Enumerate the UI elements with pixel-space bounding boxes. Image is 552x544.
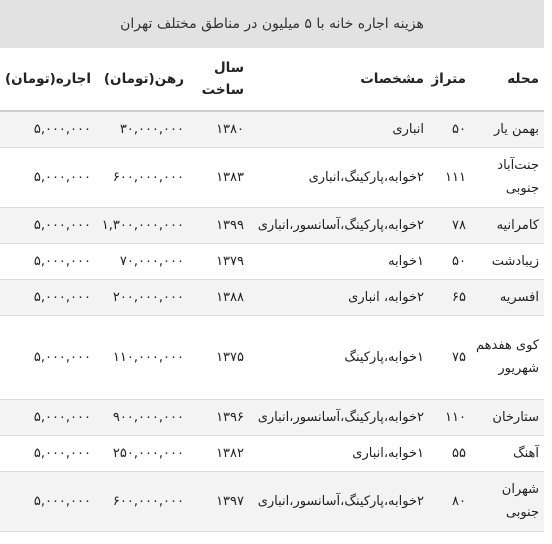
cell-size: ۸۰ [429, 471, 471, 531]
rent-table [0, 48, 544, 532]
header-spec: مشخصات [249, 48, 429, 111]
cell-spec: ۲خوابه،پارکینگ،آسانسور،انباری [249, 399, 429, 435]
cell-rent: ۵,۰۰۰,۰۰۰ [0, 207, 96, 243]
cell-area: بهمن یار [471, 111, 544, 147]
table-row [0, 279, 544, 315]
cell-spec: ۲خوابه، انباری [249, 279, 429, 315]
cell-spec: ۱خوابه،انباری [249, 435, 429, 471]
cell-spec: ۱خوابه،پارکینگ [249, 315, 429, 399]
cell-year: ۱۳۸۲ [189, 435, 249, 471]
table-row [0, 471, 544, 531]
cell-year: ۱۳۹۷ [189, 471, 249, 531]
cell-rent: ۵,۰۰۰,۰۰۰ [0, 147, 96, 207]
header-deposit: رهن(تومان) [96, 48, 189, 111]
cell-deposit: ۱۱۰,۰۰۰,۰۰۰ [96, 315, 189, 399]
cell-size: ۷۸ [429, 207, 471, 243]
header-row [0, 48, 544, 111]
cell-size: ۵۰ [429, 111, 471, 147]
cell-deposit: ۹۰۰,۰۰۰,۰۰۰ [96, 399, 189, 435]
cell-area: آهنگ [471, 435, 544, 471]
table-row [0, 147, 544, 207]
cell-area: افسریه [471, 279, 544, 315]
cell-deposit: ۱,۳۰۰,۰۰۰,۰۰۰ [96, 207, 189, 243]
cell-rent: ۵,۰۰۰,۰۰۰ [0, 111, 96, 147]
cell-rent: ۵,۰۰۰,۰۰۰ [0, 399, 96, 435]
cell-spec: انباری [249, 111, 429, 147]
table-row [0, 435, 544, 471]
header-year [189, 48, 249, 111]
cell-size: ۵۰ [429, 243, 471, 279]
cell-deposit: ۲۵۰,۰۰۰,۰۰۰ [96, 435, 189, 471]
cell-area: جنت‌آباد جنوبی [471, 147, 544, 207]
cell-size: ۱۱۱ [429, 147, 471, 207]
cell-size: ۵۵ [429, 435, 471, 471]
cell-year: ۱۳۷۵ [189, 315, 249, 399]
cell-spec: ۲خوابه،پارکینگ،انباری [249, 147, 429, 207]
table-row [0, 399, 544, 435]
cell-size: ۱۱۰ [429, 399, 471, 435]
header-year-line1: سال [213, 60, 244, 76]
cell-deposit: ۶۰۰,۰۰۰,۰۰۰ [96, 147, 189, 207]
cell-area: کوی هفدهم شهریور [471, 315, 544, 399]
cell-year: ۱۳۹۹ [189, 207, 249, 243]
cell-spec: ۱خوابه [249, 243, 429, 279]
cell-size: ۷۵ [429, 315, 471, 399]
cell-year: ۱۳۷۹ [189, 243, 249, 279]
cell-area: شهران جنوبی [471, 471, 544, 531]
cell-year: ۱۳۸۸ [189, 279, 249, 315]
cell-deposit: ۷۰,۰۰۰,۰۰۰ [96, 243, 189, 279]
cell-rent: ۵,۰۰۰,۰۰۰ [0, 435, 96, 471]
table-row [0, 243, 544, 279]
cell-rent: ۵,۰۰۰,۰۰۰ [0, 471, 96, 531]
cell-area: کامرانیه [471, 207, 544, 243]
cell-deposit: ۶۰۰,۰۰۰,۰۰۰ [96, 471, 189, 531]
table-row [0, 111, 544, 147]
cell-size: ۶۵ [429, 279, 471, 315]
cell-deposit: ۲۰۰,۰۰۰,۰۰۰ [96, 279, 189, 315]
cell-spec: ۲خوابه،پارکینگ،آسانسور،انباری [249, 207, 429, 243]
cell-deposit: ۳۰,۰۰۰,۰۰۰ [96, 111, 189, 147]
header-size: متراژ [429, 48, 471, 111]
cell-spec: ۲خوابه،پارکینگ،آسانسور،انباری [249, 471, 429, 531]
table-title: هزینه اجاره خانه با ۵ میلیون در مناطق مختلف تهران [0, 0, 544, 48]
cell-year: ۱۳۸۰ [189, 111, 249, 147]
cell-rent: ۵,۰۰۰,۰۰۰ [0, 279, 96, 315]
cell-year: ۱۳۹۶ [189, 399, 249, 435]
cell-area: ستارخان [471, 399, 544, 435]
header-year-line2: ساخت [201, 82, 244, 98]
cell-year: ۱۳۸۳ [189, 147, 249, 207]
header-rent: اجاره(تومان) [0, 48, 96, 111]
table-row [0, 315, 544, 399]
header-area: محله [471, 48, 544, 111]
cell-area: زیبادشت [471, 243, 544, 279]
cell-rent: ۵,۰۰۰,۰۰۰ [0, 243, 96, 279]
cell-rent: ۵,۰۰۰,۰۰۰ [0, 315, 96, 399]
table-row [0, 207, 544, 243]
